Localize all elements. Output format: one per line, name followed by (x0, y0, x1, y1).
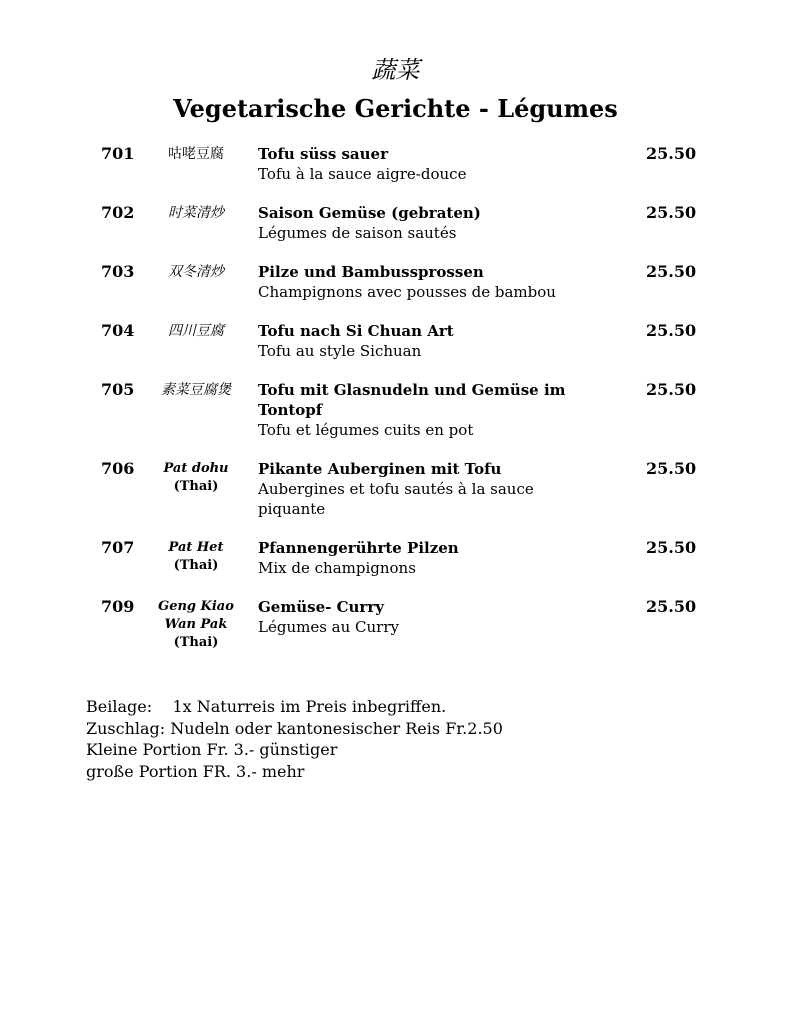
note-surcharge: Zuschlag: Nudeln oder kantonesischer Reis Fr.2.50 (86, 718, 503, 738)
item-chinese-name: 四川豆腐 (168, 323, 224, 339)
item-name-german: Gemüse- Curry (258, 598, 384, 616)
thai-dish-name: Geng Kiao Wan Pak (158, 599, 234, 632)
note-small-portion: Kleine Portion Fr. 3.- günstiger (86, 740, 338, 759)
item-thai-name (150, 539, 242, 575)
item-number: 704 (101, 321, 135, 340)
item-description (258, 459, 598, 519)
item-description (258, 597, 598, 637)
item-number: 703 (101, 262, 135, 281)
thai-origin-label: (Thai) (173, 635, 219, 650)
item-name-french: Tofu à la sauce aigre-douce (258, 165, 467, 183)
item-thai-name (150, 598, 242, 652)
item-chinese-name: 双冬清炒 (168, 264, 224, 280)
item-price: 25.50 (646, 459, 697, 478)
item-name-german: Pfannengerührte Pilzen (258, 539, 459, 557)
footnotes (86, 696, 503, 782)
item-name-french: Champignons avec pousses de bambou (258, 283, 556, 301)
item-name-french: Aubergines et tofu sautés à la sauce piquante (258, 480, 534, 518)
note-large-portion: große Portion FR. 3.- mehr (86, 761, 305, 781)
item-price: 25.50 (646, 597, 697, 616)
item-description (258, 262, 598, 302)
item-chinese-name: 咕咾豆腐 (168, 146, 224, 162)
item-thai-name (150, 460, 242, 496)
item-price: 25.50 (646, 262, 697, 281)
item-name-german: Tofu süss sauer (258, 145, 389, 163)
thai-dish-name: Pat dohu (163, 461, 229, 476)
item-name-german: Tofu nach Si Chuan Art (258, 322, 454, 340)
note-side-dish: Beilage: 1x Naturreis im Preis inbegriffen. (86, 697, 447, 716)
page-title: Vegetarische Gerichte - Légumes (173, 94, 618, 123)
item-description (258, 144, 598, 184)
item-name-french: Tofu au style Sichuan (258, 342, 422, 360)
item-name-french: Mix de champignons (258, 559, 416, 577)
item-description (258, 380, 598, 440)
item-name-german: Saison Gemüse (gebraten) (258, 204, 481, 222)
chinese-section-title: 蔬菜 (371, 56, 420, 84)
thai-dish-name: Pat Het (168, 540, 224, 555)
item-description (258, 321, 598, 361)
item-name-french: Légumes au Curry (258, 618, 399, 636)
item-chinese-name: 时菜清炒 (168, 205, 224, 221)
item-name-french: Légumes de saison sautés (258, 224, 457, 242)
item-description (258, 203, 598, 243)
item-number: 705 (101, 380, 135, 399)
item-name-german: Tofu mit Glasnudeln und Gemüse im Tontopf (258, 381, 566, 419)
item-name-german: Pikante Auberginen mit Tofu (258, 460, 502, 478)
item-number: 706 (101, 459, 135, 478)
thai-origin-label: (Thai) (173, 479, 219, 494)
item-price: 25.50 (646, 203, 697, 222)
item-number: 709 (101, 597, 135, 616)
item-number: 707 (101, 538, 135, 557)
item-number: 701 (101, 144, 135, 163)
item-price: 25.50 (646, 321, 697, 340)
item-price: 25.50 (646, 538, 697, 557)
item-price: 25.50 (646, 380, 697, 399)
thai-origin-label: (Thai) (173, 558, 219, 573)
item-name-german: Pilze und Bambussprossen (258, 263, 484, 281)
item-price: 25.50 (646, 144, 697, 163)
item-number: 702 (101, 203, 135, 222)
item-description (258, 538, 598, 578)
item-name-french: Tofu et légumes cuits en pot (258, 421, 474, 439)
item-chinese-name: 素菜豆腐煲 (161, 382, 231, 398)
